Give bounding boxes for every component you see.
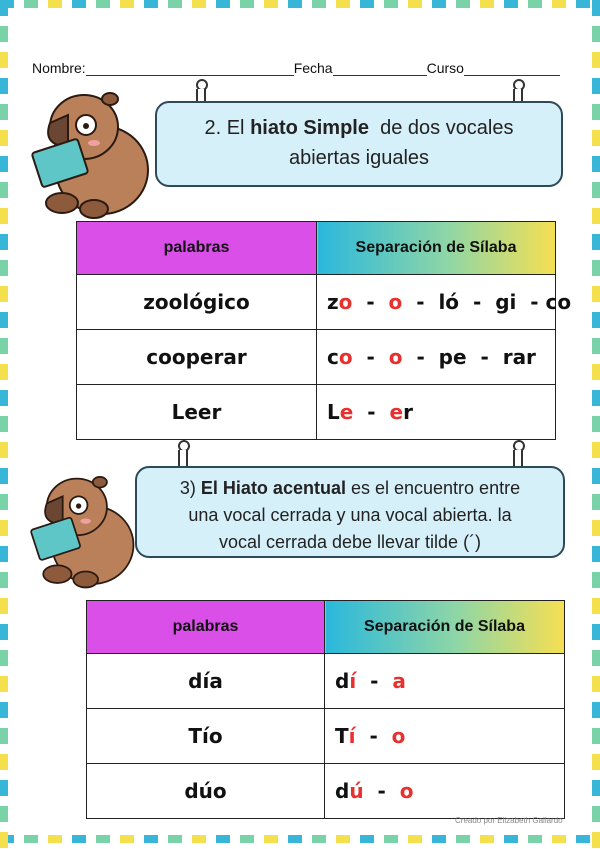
name-field[interactable] [86,61,294,76]
decorative-border-left [0,0,8,849]
syllable-separation-cell [317,385,556,440]
syllable-text: d [335,779,350,803]
name-label: Nombre: [32,60,86,76]
word-cell: dúo [87,764,325,819]
syllable-separation-cell [317,330,556,385]
syllable-separation-cell [325,709,565,764]
course-label: Curso [426,60,464,76]
syllable-separation-cell [325,764,565,819]
vowel-highlight: a [392,669,406,693]
table-row [77,385,556,440]
date-field[interactable] [333,61,427,76]
decorative-border-right [592,0,600,849]
vowel-highlight: o [388,345,403,369]
syllable-text: T [335,724,349,748]
syllable-text: - [352,290,389,314]
section2-title-line2: abiertas iguales [288,147,430,169]
table-row [87,654,565,709]
syllable-text: - [363,779,400,803]
syllable-separation-cell [317,275,572,330]
syllable-text: r [403,400,413,424]
word-cell: Tío [87,709,325,764]
capybara-reading-illustration [22,462,137,597]
vowel-highlight: í [348,724,356,748]
word-cell: zoológico [77,275,317,330]
section3-title-bold: El Hiato acentual [200,478,346,498]
section2-title-bold: hiato Simple [250,117,369,139]
vowel-highlight: o [338,345,353,369]
section3-title-line1: 3) El Hiato acentual es el encuentro entre [179,478,521,498]
hiato-acentual-table [86,600,565,819]
syllable-separation-cell [325,654,565,709]
capybara-reading-illustration [22,85,152,220]
syllable-text: - [352,345,389,369]
table-row [87,764,565,819]
table-row [87,709,565,764]
syllable-text: L [327,400,340,424]
author-credit: Creado por Elizabeth Gallardo [455,816,563,825]
syllable-text: - [355,724,392,748]
syllable-text: - [353,400,390,424]
column-header-separation: Separación de Sílaba [325,601,565,654]
date-label: Fecha [293,60,333,76]
column-header-words: palabras [87,601,325,654]
table-row [77,330,556,385]
syllable-text: c [327,345,339,369]
hiato-simple-table [76,221,572,440]
decorative-border-bottom [0,835,600,843]
section3-title-line2: una vocal cerrada y una vocal abierta. la [188,505,512,525]
vowel-highlight: e [389,400,404,424]
section3-title-line3: vocal cerrada debe llevar tilde (´) [218,532,482,552]
vowel-highlight: o [391,724,406,748]
vowel-highlight: e [339,400,354,424]
syllable-text: d [335,669,350,693]
syllable-text: - pe - rar [402,345,536,369]
course-field[interactable] [464,61,560,76]
worksheet-header [32,60,572,76]
table-row [77,275,556,330]
section3-title-box [135,466,565,558]
section2-title-line1: 2. El hiato Simple de dos vocales [204,117,514,139]
vowel-highlight: o [338,290,353,314]
vowel-highlight: o [388,290,403,314]
section2-title-box [155,101,563,187]
vowel-highlight: í [349,669,357,693]
syllable-text: - [356,669,393,693]
word-cell: Leer [77,385,317,440]
table-header-row [87,601,565,654]
table-header-row [77,222,556,275]
syllable-text: z [327,290,339,314]
word-cell: cooperar [77,330,317,385]
vowel-highlight: ú [349,779,364,803]
decorative-border-top [0,0,600,8]
word-cell: día [87,654,325,709]
syllable-text: - ló - gi - co [402,290,572,314]
column-header-separation: Separación de Sílaba [317,222,556,275]
vowel-highlight: o [399,779,414,803]
column-header-words: palabras [77,222,317,275]
